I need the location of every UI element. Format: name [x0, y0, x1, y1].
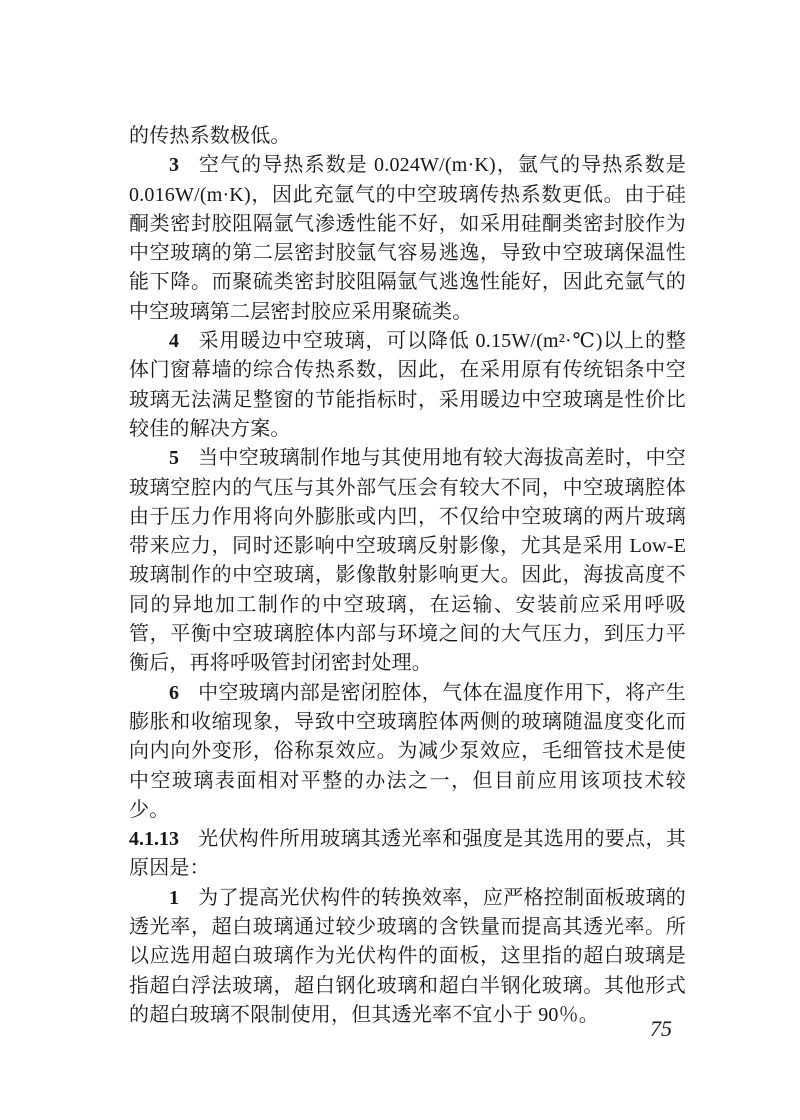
clause-4-paragraph: [129, 327, 686, 444]
clause-1-paragraph: [129, 884, 686, 1030]
clause-5-paragraph: [129, 444, 686, 678]
text-body: [129, 122, 686, 1030]
clause-number: 4: [169, 330, 179, 353]
section-number: 4.1.13: [129, 828, 179, 851]
clause-number: 5: [169, 447, 179, 470]
clause-6-paragraph: [129, 679, 686, 825]
clause-number: 1: [169, 886, 179, 909]
paragraph-continuation: [129, 122, 686, 151]
paragraph-text: 中空玻璃内部是密闭腔体，气体在温度作用下，将产生膨胀和收缩现象，导致中空玻璃腔体两侧的玻璃随温度变化而向内向外变形，俗称泵效应。为减少泵效应，毛细管技术是使中空玻璃表面相对平整的办法之一，但目前应用该项技术较少。: [129, 681, 686, 821]
paragraph-text: 空气的导热系数是 0.024W/(m·K)，氩气的导热系数是 0.016W/(m·K)，因此充氩气的中空玻璃传热系数更低。由于硅酮类密封胶阻隔氩气渗透性能不好，如采用硅酮类密封胶作为中空玻璃的第二层密封胶氩气容易逃逸，导致中空玻璃保温性能下降。而聚硫类密封胶阻隔氩气逃逸性能好，因此充氩气的中空玻璃第二层密封胶应采用聚硫类。: [129, 154, 686, 323]
clause-number: 6: [169, 681, 179, 704]
clause-3-paragraph: [129, 151, 686, 327]
clause-number: 3: [169, 154, 179, 177]
paragraph-text: 当中空玻璃制作地与其使用地有较大海拔高差时，中空玻璃空腔内的气压与其外部气压会有较大不同，中空玻璃腔体由于压力作用将向外膨胀或内凹，不仅给中空玻璃的两片玻璃带来应力，同时还影响中空玻璃反射影像，尤其是采用 Low-E 玻璃制作的中空玻璃，影像散射影响更大。因此，海拔高度不同的异地加工制作的中空玻璃，在运输、安装前应采用呼吸管，平衡中空玻璃腔体内部与环境之间的大气压力，到压力平衡后，再将呼吸管封闭密封处理。: [129, 447, 686, 675]
paragraph-text: 为了提高光伏构件的转换效率，应严格控制面板玻璃的透光率，超白玻璃通过较少玻璃的含铁量而提高其透光率。所以应选用超白玻璃作为光伏构件的面板，这里指的超白玻璃是指超白浮法玻璃，超白钢化玻璃和超白半钢化玻璃。其他形式的超白玻璃不限制使用，但其透光率不宜小于 90％。: [129, 886, 686, 1026]
paragraph-text: 采用暖边中空玻璃，可以降低 0.15W/(m²·℃)以上的整体门窗幕墙的综合传热系数，因此，在采用原有传统铝条中空玻璃无法满足整窗的节能指标时，采用暖边中空玻璃是性价比较佳的解决方案。: [129, 330, 686, 440]
paragraph-text: 光伏构件所用玻璃其透光率和强度是其选用的要点，其原因是：: [129, 828, 686, 880]
page-number: 75: [650, 1016, 672, 1041]
section-4-1-13-paragraph: [129, 825, 686, 884]
paragraph-text: 的传热系数极低。: [129, 125, 291, 147]
